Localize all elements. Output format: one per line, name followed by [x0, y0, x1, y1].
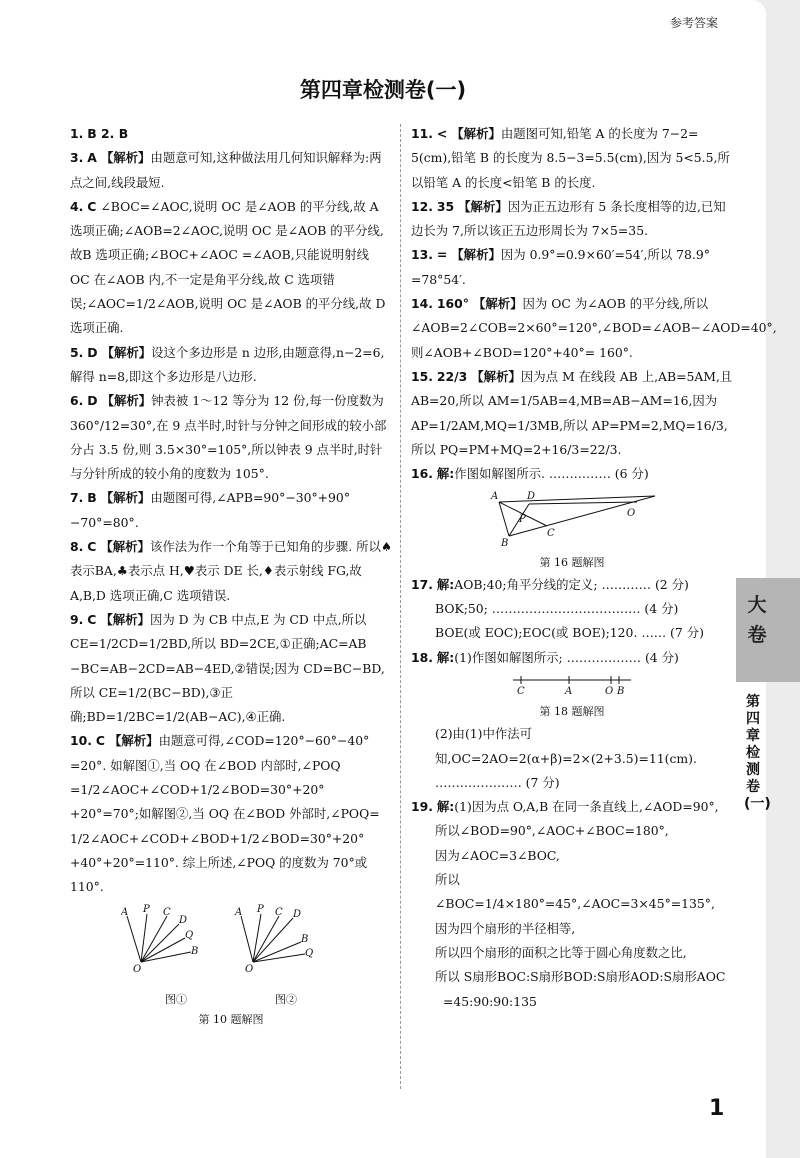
- answer-item-11: 11. < 【解析】由题图可知,铅笔 A 的长度为 7−2= 5(cm),铅笔 B 的长度为 8.5−3=5.5(cm),因为 5<5.5,所以铅笔 A 的长度<铅笔 B 的长度.: [411, 126, 730, 190]
- answer-item-19-line3: 因为∠AOC=3∠BOC,: [435, 847, 560, 863]
- fig16-caption: 第 16 题解图: [539, 555, 605, 569]
- fig10b-label-c: C: [275, 906, 283, 918]
- fig10b-label-b: B: [301, 933, 309, 945]
- fig10-label-q: Q: [185, 929, 194, 941]
- answer-item-8: 8. C 【解析】该作法为作一个角等于已知角的步骤. 所以♠表示BA,♣表示点 H,♥表示 DE 长,♦表示射线 FG,故A,B,D 选项正确,C 选项错误.: [70, 539, 392, 603]
- answer-item-6: 6. D 【解析】钟表被 1～12 等分为 12 份,每一份度数为360°/12=30°,在 9 点半时,时针与分钟之间形成的较小部分占 3.5 份,则 3.5×30°=105°,所以钟表 9 点半时,时针与分针所成的较小角的度数为 105°.: [70, 393, 387, 482]
- answer-item-16: 16. 解:作图如解图所示. …………… (6 分): [411, 466, 649, 482]
- fig10-label-p: P: [143, 903, 150, 915]
- fig18-label-c: C: [517, 685, 525, 696]
- answer-item-10: 10. C 【解析】由题意可得,∠COD=120°−60°−40° =20°. 如解图①,当 OQ 在∠BOD 内部时,∠POQ =1/2∠AOC+∠COD+1/2∠BOD=30°+20°+20°=70°;如解图②,当 OQ 在∠BOD 外部时,∠POQ= 1/2∠AOC+∠COD+∠BOD+1/2∠BOD=30°+20°+40°+20°=110°. 综上所述,∠POQ 的度数为 70°或 110°.: [70, 733, 380, 895]
- answer-item-19-line5: 因为四个扇形的半径相等,: [435, 920, 576, 936]
- figure-q18: [411, 674, 733, 720]
- answer-item-15: 15. 22/3 【解析】因为点 M 在线段 AB 上,AB=5AM,且 AB=20,所以 AM=1/5AB=4,MB=AB−AM=16,因为 AP=1/2AM,MQ=1/3MB,所以 AP=PM=2,MQ=16/3,所以 PQ=PM+MQ=2+16/3=22/3.: [411, 368, 733, 457]
- fig10b-label-p: P: [257, 903, 264, 915]
- fig16-label-b: B: [501, 538, 509, 547]
- answer-item-17: 17. 解:AOB;40;角平分线的定义; ………… (2 分): [411, 576, 689, 592]
- figure-q18-diagram: [507, 674, 637, 696]
- fig18-label-a: A: [565, 685, 573, 696]
- answer-item-9: 9. C 【解析】因为 D 为 CB 中点,E 为 CD 中点,所以 CE=1/2CD=1/2BD,所以 BD=2CE,①正确;AC=AB −BC=AB−2CD=AB−4ED,②错误;因为 CD=BC−BD,所以 CE=1/2(BC−BD),③正确;BD=1/2BC=1/2(AB−AC),④正确.: [70, 611, 385, 725]
- fig18-caption: 第 18 题解图: [539, 705, 605, 719]
- fig16-label-o: O: [627, 508, 636, 520]
- figure-q10: [70, 904, 392, 1029]
- fig10b-label-q: Q: [305, 947, 314, 959]
- answer-item-7: 7. B 【解析】由题图可得,∠APB=90°−30°+90°−70°=80°.: [70, 490, 351, 530]
- side-tab-label: 大卷: [747, 594, 767, 646]
- fig18-label-b: B: [617, 685, 625, 696]
- answer-item-5: 5. D 【解析】设这个多边形是 n 边形,由题意得,n−2=6,解得 n=8,即这个多边形是八边形.: [70, 344, 385, 384]
- fig10-label-c: C: [163, 906, 171, 918]
- fig16-label-d: D: [527, 491, 536, 503]
- figure-q10-diagram: [121, 904, 341, 980]
- column-divider: [400, 124, 401, 1089]
- header-note: 参考答案: [669, 16, 718, 30]
- fig16-label-p: P: [519, 514, 526, 526]
- fig10-label-o: O: [133, 963, 142, 975]
- figure-q16: [411, 490, 733, 570]
- answer-item-17-line3: BOE(或 EOC);EOC(或 BOE);120. …… (7 分): [435, 625, 704, 641]
- fig10-label-a: A: [121, 906, 129, 918]
- fig10-sub2: 图②: [275, 992, 297, 1006]
- answer-item-19: 19. 解:(1)因为点 O,A,B 在同一条直线上,∠AOD=90°,: [411, 799, 719, 815]
- fig10-label-d: D: [179, 914, 188, 926]
- fig10b-label-a: A: [235, 906, 243, 918]
- answer-item-18b: (2)由(1)中作法可知,OC=2AO=2(α+β)=2×(2+3.5)=11(cm). ………………… (7 分): [435, 726, 697, 790]
- answer-item-13: 13. = 【解析】因为 0.9°=0.9×60′=54′,所以 78.9° =78°54′.: [411, 247, 710, 287]
- fig10-sub1: 图①: [165, 992, 187, 1006]
- answer-item-12: 12. 35 【解析】因为正五边形有 5 条长度相等的边,已知边长为 7,所以该正五边形周长为 7×5=35.: [411, 198, 726, 239]
- answer-item-19-line4: 所以∠BOC=1/4×180°=45°,∠AOC=3×45°=135°,: [435, 872, 715, 912]
- answer-item-17-line2: BOK;50; ……………………………… (4 分): [435, 601, 679, 617]
- answer-item-19-line2: 所以∠BOD=90°,∠AOC+∠BOC=180°,: [435, 823, 669, 839]
- answer-item-1: 1. B 2. B: [70, 126, 129, 141]
- side-vertical-title: 第四章检测卷(一): [744, 694, 771, 812]
- fig16-label-c: C: [547, 528, 555, 540]
- figure-q16-diagram: [487, 490, 657, 546]
- page-title: 第四章检测卷(一): [299, 78, 467, 102]
- answer-item-3: 3. A 【解析】由题意可知,这种做法用几何知识解释为:两点之间,线段最短.: [70, 150, 382, 190]
- page-number: 1: [709, 1096, 725, 1121]
- answer-item-18: 18. 解:(1)作图如解图所示; ……………… (4 分): [411, 649, 679, 665]
- fig10b-label-o: O: [245, 963, 254, 975]
- fig10b-label-d: D: [293, 908, 302, 920]
- fig18-label-o: O: [605, 685, 614, 696]
- answer-item-19-line6: 所以四个扇形的面积之比等于圆心角度数之比,: [435, 944, 687, 960]
- fig10-caption: 第 10 题解图: [198, 1013, 264, 1027]
- fig16-label-a: A: [491, 491, 499, 503]
- answer-item-19-line7: 所以 S扇形BOC:S扇形BOD:S扇形AOD:S扇形AOC: [435, 969, 726, 985]
- left-column: [70, 122, 392, 1030]
- fig10-label-b: B: [191, 945, 199, 957]
- answer-item-19-line8: =45:90:90:135: [443, 993, 537, 1009]
- answer-item-4: 4. C ∠BOC=∠AOC,说明 OC 是∠AOB 的平分线,故 A 选项正确;∠AOB=2∠AOC,说明 OC 是∠AOB 的平分线,故B 选项正确;∠BOC+∠AOC =∠AOB,只能说明射线 OC 在∠AOB 内,不一定是角平分线,故 C 选项错误;∠AOC=1/2∠AOB,说明 OC 是∠AOB 的平分线,故 D 选项正确.: [70, 198, 386, 336]
- answer-item-14: 14. 160° 【解析】因为 OC 为∠AOB 的平分线,所以 ∠AOB=2∠COB=2×60°=120°,∠BOD=∠AOB−∠AOD=40°,则∠AOB+∠BOD=120°+40°= 160°.: [411, 296, 777, 360]
